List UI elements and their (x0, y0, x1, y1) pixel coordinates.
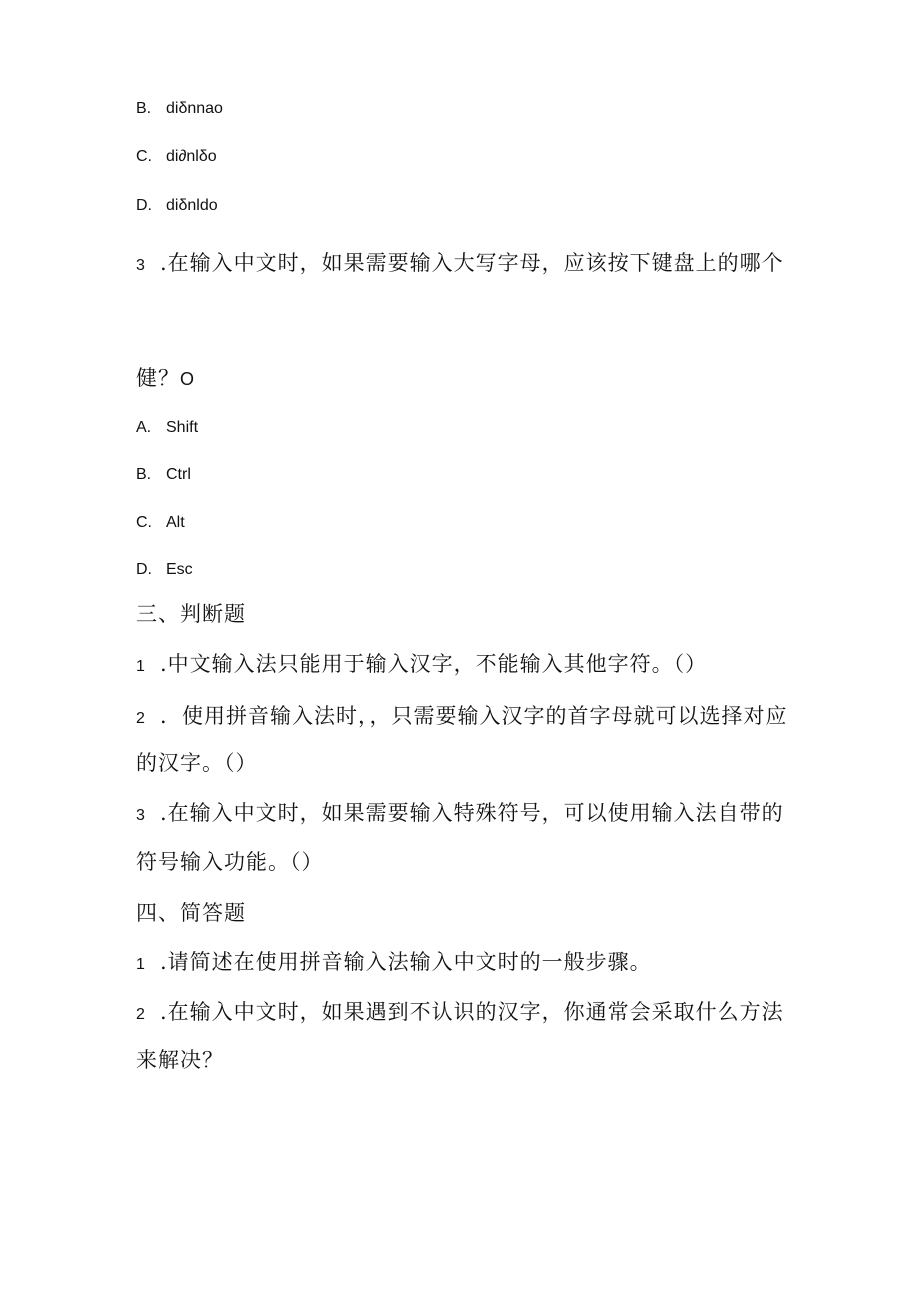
question-text: .在输入中文时，如果遇到不认识的汉字，你通常会采取什么方法 (160, 1000, 784, 1024)
section-heading-short-answer: 四、简答题 (136, 901, 246, 925)
option-c (136, 148, 217, 166)
question-3-line-2 (136, 362, 195, 392)
question-text: ．使用拼音输入法时，，只需要输入汉字的首字母就可以选择对应 (160, 704, 788, 728)
question-number: 3 (136, 257, 146, 274)
tf-question-2-line-2: 的汉字。（） (136, 751, 258, 775)
option-text: diδnnao (166, 100, 223, 117)
option-letter: C. (136, 148, 152, 165)
option-text: Esc (166, 561, 193, 578)
option-b (136, 466, 191, 484)
question-number: 3 (136, 807, 146, 824)
question-number: 1 (136, 956, 146, 973)
option-letter: B. (136, 466, 152, 483)
sa-question-2-line-2: 来解决？ (136, 1048, 224, 1072)
sa-question-1 (136, 946, 652, 976)
sa-question-2-line-1 (136, 996, 784, 1026)
section-heading-true-false: 三、判断题 (136, 602, 246, 626)
tf-question-2-line-1 (136, 700, 788, 730)
question-text: .在输入中文时，如果需要输入特殊符号，可以使用输入法自带的 (160, 801, 784, 825)
tf-question-3-line-1 (136, 797, 784, 827)
option-letter: C. (136, 514, 152, 531)
option-c (136, 514, 185, 532)
option-b (136, 100, 223, 118)
option-d (136, 561, 193, 579)
option-text: Shift (166, 419, 199, 436)
option-text: Alt (166, 514, 185, 531)
tf-question-3-line-2: 符号输入功能。（） (136, 850, 324, 874)
option-a (136, 419, 198, 437)
question-text: .请简述在使用拼音输入法输入中文时的一般步骤。 (160, 950, 652, 974)
option-text: Ctrl (166, 466, 191, 483)
option-text: diδnldo (166, 197, 218, 214)
tf-question-1 (136, 648, 707, 678)
question-text: .中文输入法只能用于输入汉字，不能输入其他字符。（） (160, 652, 708, 676)
option-letter: B. (136, 100, 152, 117)
question-number: 2 (136, 1006, 146, 1023)
option-letter: A. (136, 419, 152, 436)
option-d (136, 197, 218, 215)
answer-blank: O (180, 369, 196, 389)
question-number: 1 (136, 658, 146, 675)
option-text: di∂nlδo (166, 148, 217, 165)
question-3-line-1 (136, 247, 784, 277)
option-letter: D. (136, 197, 152, 214)
question-text: 健？ (136, 366, 180, 390)
question-text: .在输入中文时，如果需要输入大写字母，应该按下键盘上的哪个 (160, 251, 784, 275)
option-letter: D. (136, 561, 152, 578)
question-number: 2 (136, 710, 146, 727)
